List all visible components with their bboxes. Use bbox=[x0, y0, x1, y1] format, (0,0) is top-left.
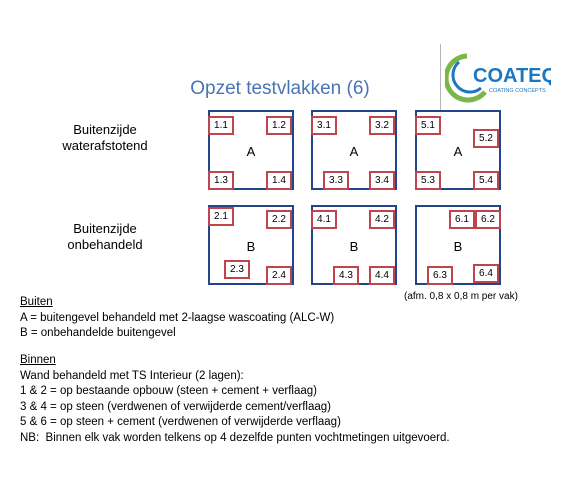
dimension-note: (afm. 0,8 x 0,8 m per vak) bbox=[404, 291, 518, 302]
svg-text:COATING CONCEPTS: COATING CONCEPTS bbox=[489, 88, 546, 94]
measure-cell: 6.4 bbox=[473, 264, 499, 283]
measure-cell: 4.4 bbox=[369, 266, 395, 285]
measure-cell: 5.1 bbox=[415, 116, 441, 135]
page-title: Opzet testvlakken (6) bbox=[190, 78, 370, 99]
measure-cell: 1.1 bbox=[208, 116, 234, 135]
measure-cell: 5.4 bbox=[473, 171, 499, 190]
measure-cell: 5.3 bbox=[415, 171, 441, 190]
test-panel-1 bbox=[208, 110, 294, 190]
test-panel-3 bbox=[311, 110, 397, 190]
panel-letter: A bbox=[349, 144, 359, 159]
binnen-heading: Binnen bbox=[20, 354, 56, 366]
measure-cell: 4.2 bbox=[369, 210, 395, 229]
measure-cell: 4.3 bbox=[333, 266, 359, 285]
legend-line: Wand behandeld met TS Interieur (2 lagen): bbox=[20, 370, 244, 382]
legend-line: 5 & 6 = op steen + cement (verdwenen of verwijderde verflaag) bbox=[20, 416, 341, 428]
measure-cell: 4.1 bbox=[311, 210, 337, 229]
panel-letter: B bbox=[349, 239, 359, 254]
measure-cell: 2.2 bbox=[266, 210, 292, 229]
test-panel-4 bbox=[311, 205, 397, 285]
measure-cell: 3.3 bbox=[323, 171, 349, 190]
test-panel-6 bbox=[415, 205, 501, 285]
divider bbox=[440, 44, 441, 110]
legend-line: 1 & 2 = op bestaande opbouw (steen + cement + verflaag) bbox=[20, 385, 317, 397]
measure-cell: 3.2 bbox=[369, 116, 395, 135]
row-label-waterafstotend: Buitenzijde waterafstotend bbox=[62, 122, 148, 153]
measure-cell: 3.4 bbox=[369, 171, 395, 190]
panel-letter: B bbox=[246, 239, 256, 254]
measure-cell: 6.1 bbox=[449, 210, 475, 229]
panel-letter: A bbox=[453, 144, 463, 159]
measure-cell: 2.1 bbox=[208, 207, 234, 226]
measure-cell: 2.3 bbox=[224, 260, 250, 279]
measure-cell: 1.2 bbox=[266, 116, 292, 135]
legend-line: A = buitengevel behandeld met 2-laagse wascoating (ALC-W) bbox=[20, 312, 335, 324]
measure-cell: 6.2 bbox=[475, 210, 501, 229]
measure-cell: 5.2 bbox=[473, 129, 499, 148]
measure-cell: 6.3 bbox=[427, 266, 453, 285]
test-panel-5 bbox=[415, 110, 501, 190]
measure-cell: 1.4 bbox=[266, 171, 292, 190]
test-panel-2 bbox=[208, 205, 294, 285]
legend-line: NB: Binnen elk vak worden telkens op 4 dezelfde punten vochtmetingen uitgevoerd. bbox=[20, 432, 450, 444]
legend-line: B = onbehandelde buitengevel bbox=[20, 327, 176, 339]
measure-cell: 2.4 bbox=[266, 266, 292, 285]
coateq-logo bbox=[445, 46, 551, 110]
legend-line: 3 & 4 = op steen (verdwenen of verwijderde cement/verflaag) bbox=[20, 401, 331, 413]
svg-text:COATEQ: COATEQ bbox=[473, 65, 551, 87]
panel-letter: A bbox=[246, 144, 256, 159]
measure-cell: 1.3 bbox=[208, 171, 234, 190]
row-label-onbehandeld: Buitenzijde onbehandeld bbox=[67, 221, 143, 252]
buiten-heading: Buiten bbox=[20, 296, 53, 308]
measure-cell: 3.1 bbox=[311, 116, 337, 135]
panel-letter: B bbox=[453, 239, 463, 254]
